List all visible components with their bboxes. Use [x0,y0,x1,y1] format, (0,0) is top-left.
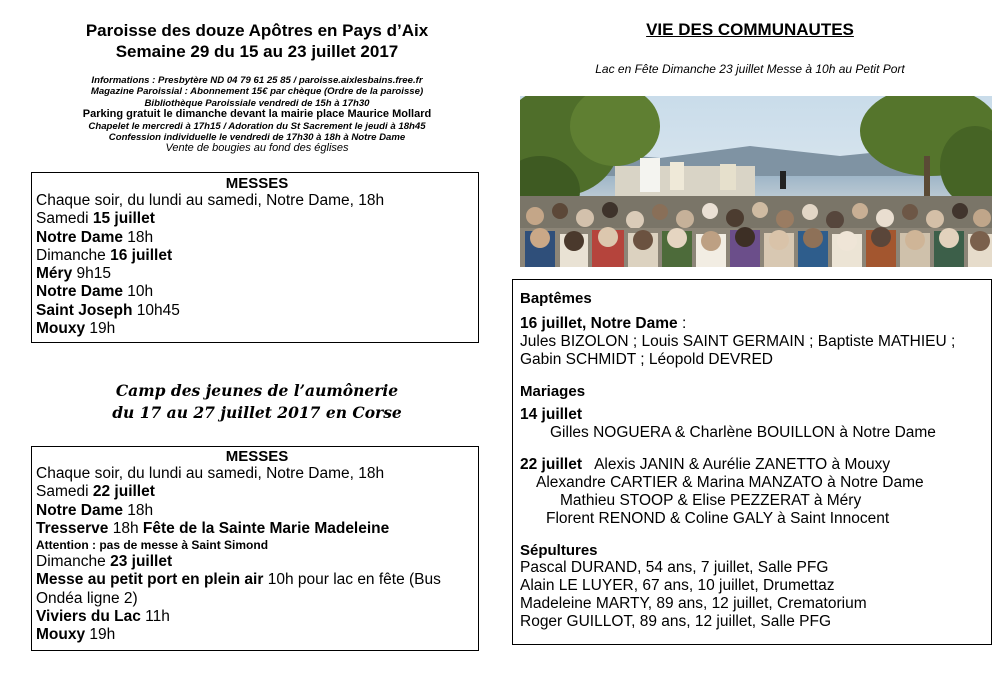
info-block: Informations : Presbytère ND 04 79 61 25 85 / paroisse.aixlesbains.free.fr Magazine Paroissial : Abonnement 15€ par chèque (Ordre de la paroisse) Bibliothèque Paroissiale vendredi de 15h à 17h30 Parking gratuit le dimanche devant la mairie place Maurice Mollard Chapelet le mercredi à 17h15 / Adoration du St Sacrement le jeudi à 18h45 Confession individuelle le vendredi de 17h30 à 18h à Notre Dame Vente de bougies au fond des églises [82,75,432,155]
sepultures-title: Sépultures [520,542,598,559]
masses-box-week2 [31,446,479,651]
baptemes-names: Gabin SCHMIDT ; Léopold DEVRED [520,351,773,368]
mass-line: Notre Dame 18h [36,228,154,246]
mass-line: Samedi 15 juillet [36,210,155,228]
sepulture-entry: Madeleine MARTY, 89 ans, 12 juillet, Crematorium [520,595,867,612]
mariage-entry: Gilles NOGUERA & Charlène BOUILLON à Notre Dame [550,424,936,441]
mass-line: Mouxy 19h [36,626,116,644]
mass-line: Notre Dame 18h [36,501,154,519]
communities-title: VIE DES COMMUNAUTES [646,20,854,39]
mass-line: Mouxy 19h [36,320,116,338]
mariage-date: 14 juillet [520,406,583,423]
outdoor-mass-photo [520,96,992,267]
mariage-entry: 22 juillet Alexis JANIN & Aurélie ZANETTO à Mouxy [520,456,891,473]
sepulture-entry: Alain LE LUYER, 67 ans, 10 juillet, Drumettaz [520,577,835,594]
mariages-title: Mariages [520,383,586,400]
lac-en-fete-note: Lac en Fête Dimanche 23 juillet Messe à 10h au Petit Port [595,62,905,76]
mass-line: Messe au petit port en plein air 10h pour lac en fête (Bus [36,571,441,589]
sepulture-entry: Pascal DURAND, 54 ans, 7 juillet, Salle PFG [520,559,829,576]
camp-announcement: Camp des jeunes de l’aumônerie du 17 au 27 juillet 2017 en Corse [112,381,402,422]
mass-line: Chaque soir, du lundi au samedi, Notre Dame, 18h [36,192,385,209]
mass-notice: Attention : pas de messe à Saint Simond [36,538,269,553]
mass-line: Notre Dame 10h [36,283,154,301]
masses-header: MESSES [225,175,289,192]
baptemes-title: Baptêmes [520,290,592,307]
mass-line: Viviers du Lac 11h [36,608,170,626]
mass-line: Dimanche 16 juillet [36,246,173,264]
mass-line: Tresserve 18h Fête de la Sainte Marie Madeleine [36,519,390,537]
mass-line: Ondéa ligne 2) [36,589,138,607]
mariage-entry: Mathieu STOOP & Elise PEZZERAT à Méry [560,492,862,509]
mariage-entry: Alexandre CARTIER & Marina MANZATO à Notre Dame [536,474,924,491]
mass-line: Samedi 22 juillet [36,483,155,501]
baptemes-date: 16 juillet, Notre Dame : [520,315,687,332]
baptemes-names: Jules BIZOLON ; Louis SAINT GERMAIN ; Baptiste MATHIEU ; [520,333,956,350]
masses-box-week1 [31,172,479,343]
community-events-box [512,279,992,645]
mass-line: Méry 9h15 [36,265,111,283]
mariage-entry: Florent RENOND & Coline GALY à Saint Innocent [546,510,890,527]
sepulture-entry: Roger GUILLOT, 89 ans, 12 juillet, Salle PFG [520,613,832,630]
mass-line: Saint Joseph 10h45 [36,301,180,319]
masses-header: MESSES [225,448,289,465]
parish-title: Paroisse des douze Apôtres en Pays d’Aix Semaine 29 du 15 au 23 juillet 2017 [85,21,429,61]
mass-line: Dimanche 23 juillet [36,553,173,571]
mass-line: Chaque soir, du lundi au samedi, Notre Dame, 18h [36,465,385,482]
